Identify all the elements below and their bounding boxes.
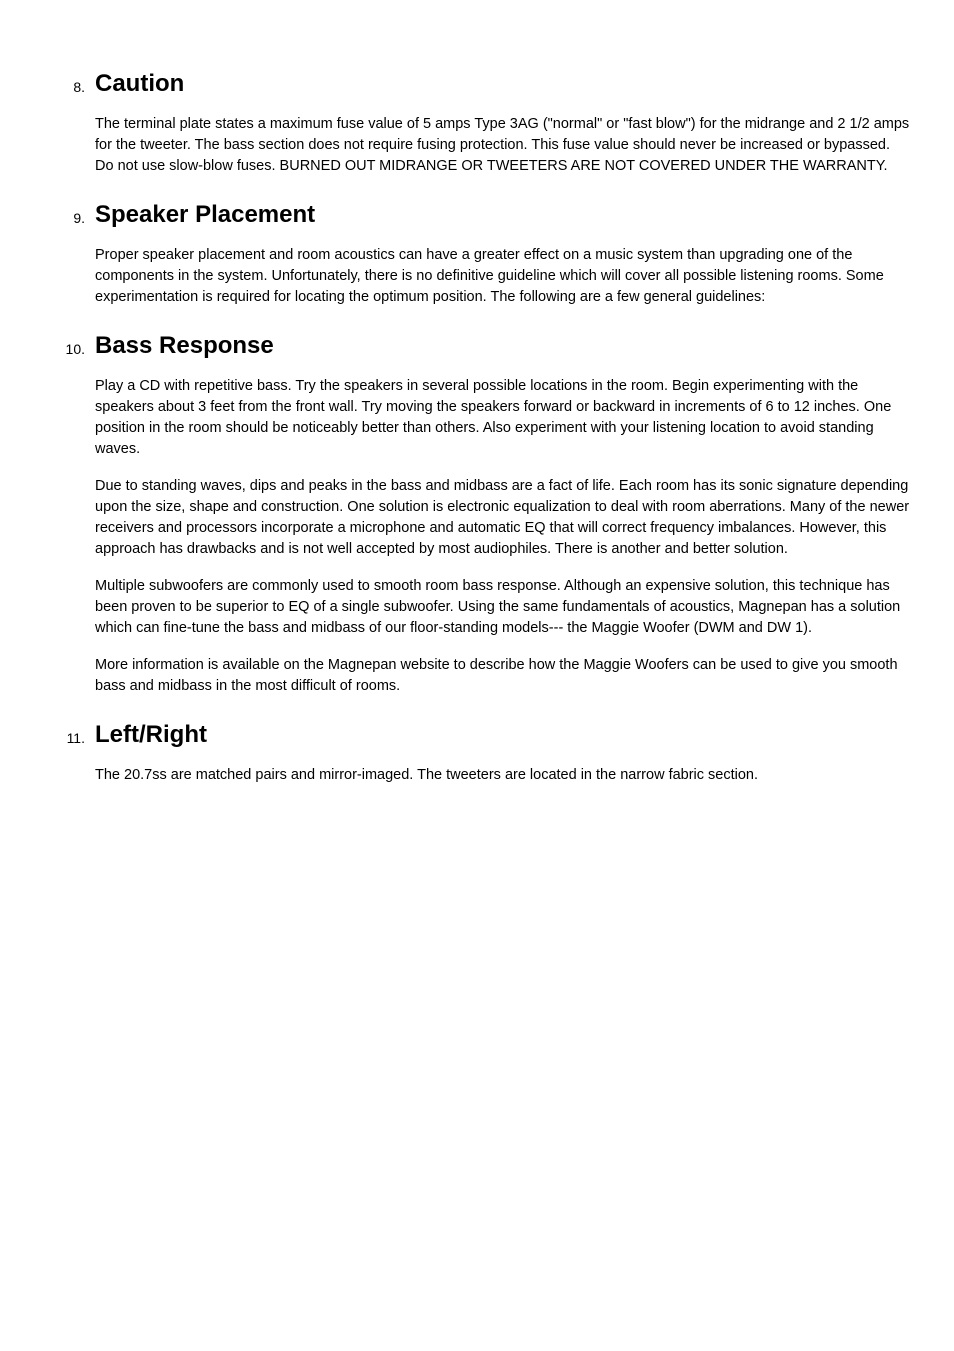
paragraph: Play a CD with repetitive bass. Try the speakers in several possible locations in the room. Begin experimenting with the speakers about 3 feet from the front wall. Try moving the speakers forward or backward in increments of 6 to 12 inches. One position in the room should be noticeably better than others. Also experiment with your listening location to avoid standing waves. — [95, 378, 892, 457]
section-title: Bass Response — [95, 332, 274, 359]
section-caution — [73, 0, 910, 177]
section-title: Left/Right — [95, 721, 207, 748]
section-heading — [65, 330, 910, 360]
section-number: 10. — [65, 341, 85, 357]
section-number: 9. — [73, 210, 85, 226]
paragraph: More information is available on the Magnepan website to describe how the Maggie Woofers can be used to give you smooth bass and midbass in the most difficult of rooms. — [95, 657, 898, 694]
section-number: 11. — [66, 730, 85, 746]
section-heading — [73, 68, 910, 98]
section-title: Caution — [95, 70, 185, 97]
paragraph: Due to standing waves, dips and peaks in the bass and midbass are a fact of life. Each room has its sonic signature depending upon the size, shape and construction. One solution is electronic equalization to deal with room aberrations. Many of the newer receivers and processors incorporate a microphone and automatic EQ that will correct frequency imbalances. However, this approach has drawbacks and is not well accepted by most audiophiles. There is another and better solution. — [95, 478, 910, 557]
section-title: Speaker Placement — [95, 201, 316, 228]
paragraph: Multiple subwoofers are commonly used to smooth room bass response. Although an expensive solution, this technique has been proven to be superior to EQ of a single subwoofer. Using the same fundamentals of acoustics, Magnepan has a solution which can fine-tune the bass and midbass of our floor-standing models--- the Maggie Woofer (DWM and DW 1). — [95, 578, 901, 636]
section-heading — [73, 199, 910, 229]
section-number: 8. — [73, 79, 85, 95]
paragraph: Proper speaker placement and room acoustics can have a greater effect on a music system than upgrading one of the components in the system. Unfortunately, there is no definitive guideline which will cover all possible listening rooms. Some experimentation is required for locating the optimum position. The following are a few general guidelines: — [95, 247, 884, 305]
paragraph: The 20.7ss are matched pairs and mirror-imaged. The tweeters are located in the narrow fabric section. — [95, 767, 759, 783]
section-left-right — [66, 713, 910, 786]
section-heading — [66, 719, 910, 749]
section-bass-response — [65, 324, 910, 697]
paragraph: The terminal plate states a maximum fuse value of 5 amps Type 3AG ("normal" or "fast blow") for the midrange and 2 1/2 amps for the tweeter. The bass section does not require fusing protection. This fuse value should never be increased or bypassed. Do not use slow-blow fuses. BURNED OUT MIDRANGE OR TWEETERS ARE NOT COVERED UNDER THE WARRANTY. — [95, 116, 910, 174]
section-speaker-placement — [73, 193, 910, 308]
